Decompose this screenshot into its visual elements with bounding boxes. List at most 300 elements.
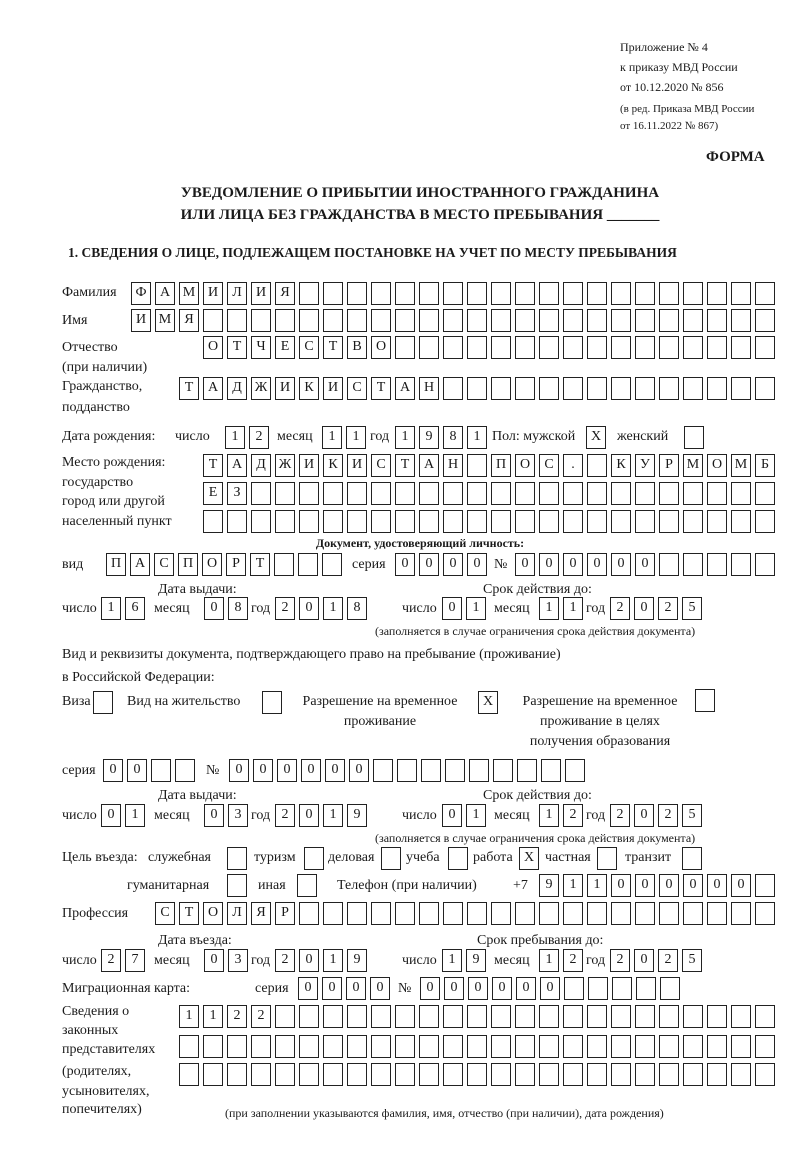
char-cell[interactable] <box>347 510 367 533</box>
char-cell[interactable]: З <box>227 482 247 505</box>
char-cell[interactable] <box>755 377 775 400</box>
char-cell[interactable] <box>587 377 607 400</box>
char-cell[interactable] <box>491 377 511 400</box>
char-cell[interactable]: А <box>419 454 439 477</box>
char-cell[interactable] <box>419 902 439 925</box>
representatives-field-row-2[interactable] <box>179 1035 775 1058</box>
char-cell[interactable] <box>347 902 367 925</box>
char-cell[interactable]: 0 <box>253 759 273 782</box>
char-cell[interactable]: 2 <box>275 804 295 827</box>
char-cell[interactable] <box>299 1005 319 1028</box>
char-cell[interactable] <box>539 282 559 305</box>
char-cell[interactable] <box>563 902 583 925</box>
char-cell[interactable]: 0 <box>299 949 319 972</box>
char-cell[interactable] <box>151 759 171 782</box>
char-cell[interactable] <box>707 282 727 305</box>
char-cell[interactable] <box>323 482 343 505</box>
char-cell[interactable]: 0 <box>298 977 318 1000</box>
char-cell[interactable]: 3 <box>228 804 248 827</box>
char-cell[interactable] <box>755 1005 775 1028</box>
char-cell[interactable]: 1 <box>539 804 559 827</box>
char-cell[interactable] <box>539 482 559 505</box>
char-cell[interactable]: 0 <box>659 874 679 897</box>
char-cell[interactable] <box>731 902 751 925</box>
char-cell[interactable] <box>467 1035 487 1058</box>
char-cell[interactable]: А <box>130 553 150 576</box>
char-cell[interactable]: И <box>299 454 319 477</box>
char-cell[interactable] <box>683 336 703 359</box>
char-cell[interactable]: 1 <box>101 597 121 620</box>
char-cell[interactable]: 0 <box>325 759 345 782</box>
migration-series-field[interactable] <box>298 977 390 1000</box>
char-cell[interactable] <box>445 759 465 782</box>
residence-number-field[interactable] <box>229 759 585 782</box>
char-cell[interactable]: 0 <box>395 553 415 576</box>
char-cell[interactable]: 2 <box>610 804 630 827</box>
char-cell[interactable] <box>539 336 559 359</box>
char-cell[interactable]: Д <box>251 454 271 477</box>
char-cell[interactable] <box>299 902 319 925</box>
char-cell[interactable] <box>323 902 343 925</box>
char-cell[interactable]: 1 <box>587 874 607 897</box>
char-cell[interactable]: 0 <box>492 977 512 1000</box>
char-cell[interactable]: 1 <box>322 426 342 449</box>
char-cell[interactable] <box>755 309 775 332</box>
char-cell[interactable] <box>587 482 607 505</box>
char-cell[interactable]: 0 <box>127 759 147 782</box>
char-cell[interactable]: 1 <box>539 597 559 620</box>
char-cell[interactable]: 8 <box>347 597 367 620</box>
char-cell[interactable] <box>515 1063 535 1086</box>
char-cell[interactable] <box>587 282 607 305</box>
char-cell[interactable] <box>659 1005 679 1028</box>
char-cell[interactable] <box>611 336 631 359</box>
char-cell[interactable]: 0 <box>444 977 464 1000</box>
entry-day-field[interactable] <box>101 949 145 972</box>
identity-kind-field[interactable] <box>106 553 342 576</box>
char-cell[interactable]: 0 <box>634 597 654 620</box>
purpose-transit-checkbox[interactable] <box>682 847 702 870</box>
char-cell[interactable]: 0 <box>101 804 121 827</box>
migration-number-field[interactable] <box>420 977 680 1000</box>
char-cell[interactable] <box>659 553 679 576</box>
char-cell[interactable]: М <box>731 454 751 477</box>
char-cell[interactable] <box>347 482 367 505</box>
char-cell[interactable] <box>251 482 271 505</box>
char-cell[interactable] <box>755 874 775 897</box>
char-cell[interactable]: 0 <box>635 553 655 576</box>
char-cell[interactable] <box>443 377 463 400</box>
checkbox-cell[interactable] <box>262 691 282 714</box>
char-cell[interactable]: 0 <box>635 874 655 897</box>
char-cell[interactable] <box>635 1005 655 1028</box>
char-cell[interactable]: 1 <box>466 804 486 827</box>
char-cell[interactable]: Т <box>250 553 270 576</box>
char-cell[interactable]: Т <box>395 454 415 477</box>
char-cell[interactable]: Я <box>275 282 295 305</box>
char-cell[interactable]: 0 <box>539 553 559 576</box>
char-cell[interactable]: 0 <box>419 553 439 576</box>
char-cell[interactable] <box>371 1035 391 1058</box>
purpose-private-checkbox[interactable] <box>597 847 617 870</box>
char-cell[interactable] <box>707 1063 727 1086</box>
char-cell[interactable] <box>347 282 367 305</box>
char-cell[interactable] <box>659 309 679 332</box>
char-cell[interactable]: Я <box>179 309 199 332</box>
char-cell[interactable]: Т <box>179 902 199 925</box>
char-cell[interactable] <box>563 282 583 305</box>
char-cell[interactable] <box>611 282 631 305</box>
char-cell[interactable]: 1 <box>323 597 343 620</box>
purpose-other-checkbox[interactable] <box>297 874 317 897</box>
char-cell[interactable] <box>588 977 608 1000</box>
char-cell[interactable] <box>443 482 463 505</box>
char-cell[interactable] <box>419 1063 439 1086</box>
char-cell[interactable] <box>421 759 441 782</box>
entry-year-field[interactable] <box>275 949 367 972</box>
char-cell[interactable] <box>251 309 271 332</box>
char-cell[interactable] <box>563 482 583 505</box>
char-cell[interactable]: М <box>155 309 175 332</box>
char-cell[interactable] <box>611 377 631 400</box>
char-cell[interactable]: И <box>323 377 343 400</box>
char-cell[interactable] <box>659 377 679 400</box>
char-cell[interactable]: Е <box>203 482 223 505</box>
char-cell[interactable] <box>491 336 511 359</box>
char-cell[interactable] <box>539 510 559 533</box>
char-cell[interactable] <box>203 510 223 533</box>
char-cell[interactable] <box>467 309 487 332</box>
char-cell[interactable] <box>635 309 655 332</box>
char-cell[interactable]: В <box>347 336 367 359</box>
checkbox-cell[interactable] <box>597 847 617 870</box>
char-cell[interactable]: 5 <box>682 949 702 972</box>
char-cell[interactable] <box>659 902 679 925</box>
char-cell[interactable] <box>373 759 393 782</box>
char-cell[interactable]: 0 <box>346 977 366 1000</box>
char-cell[interactable] <box>491 1005 511 1028</box>
char-cell[interactable]: С <box>371 454 391 477</box>
char-cell[interactable]: Н <box>419 377 439 400</box>
char-cell[interactable]: К <box>323 454 343 477</box>
char-cell[interactable] <box>612 977 632 1000</box>
char-cell[interactable]: 0 <box>322 977 342 1000</box>
char-cell[interactable] <box>515 482 535 505</box>
char-cell[interactable] <box>635 377 655 400</box>
char-cell[interactable] <box>227 309 247 332</box>
char-cell[interactable] <box>397 759 417 782</box>
char-cell[interactable] <box>731 336 751 359</box>
checkbox-cell[interactable] <box>381 847 401 870</box>
char-cell[interactable]: И <box>275 377 295 400</box>
char-cell[interactable]: 5 <box>682 597 702 620</box>
char-cell[interactable] <box>443 902 463 925</box>
stay-month-field[interactable] <box>539 949 583 972</box>
char-cell[interactable] <box>587 1035 607 1058</box>
char-cell[interactable]: 0 <box>707 874 727 897</box>
char-cell[interactable] <box>371 1063 391 1086</box>
char-cell[interactable]: 2 <box>227 1005 247 1028</box>
char-cell[interactable]: 1 <box>539 949 559 972</box>
char-cell[interactable]: 2 <box>563 949 583 972</box>
char-cell[interactable] <box>227 510 247 533</box>
char-cell[interactable]: 3 <box>228 949 248 972</box>
citizenship-field[interactable] <box>179 377 775 400</box>
char-cell[interactable] <box>515 1005 535 1028</box>
char-cell[interactable] <box>659 482 679 505</box>
char-cell[interactable] <box>469 759 489 782</box>
char-cell[interactable]: 1 <box>467 426 487 449</box>
char-cell[interactable]: 0 <box>229 759 249 782</box>
birth-day-field[interactable] <box>225 426 269 449</box>
char-cell[interactable]: Т <box>203 454 223 477</box>
char-cell[interactable] <box>683 309 703 332</box>
char-cell[interactable]: 0 <box>204 804 224 827</box>
char-cell[interactable] <box>275 482 295 505</box>
char-cell[interactable] <box>515 377 535 400</box>
char-cell[interactable] <box>731 1005 751 1028</box>
char-cell[interactable] <box>275 1035 295 1058</box>
char-cell[interactable] <box>515 282 535 305</box>
char-cell[interactable] <box>491 309 511 332</box>
char-cell[interactable] <box>659 510 679 533</box>
char-cell[interactable] <box>707 377 727 400</box>
char-cell[interactable] <box>298 553 318 576</box>
char-cell[interactable] <box>707 482 727 505</box>
char-cell[interactable]: 0 <box>634 804 654 827</box>
char-cell[interactable]: О <box>202 553 222 576</box>
char-cell[interactable]: 2 <box>275 597 295 620</box>
char-cell[interactable]: К <box>299 377 319 400</box>
char-cell[interactable] <box>251 1063 271 1086</box>
char-cell[interactable]: И <box>203 282 223 305</box>
char-cell[interactable]: О <box>203 336 223 359</box>
char-cell[interactable] <box>395 309 415 332</box>
char-cell[interactable] <box>323 1005 343 1028</box>
char-cell[interactable] <box>227 1063 247 1086</box>
residence-valid-month-field[interactable] <box>539 804 583 827</box>
char-cell[interactable]: 0 <box>731 874 751 897</box>
char-cell[interactable] <box>419 282 439 305</box>
char-cell[interactable] <box>611 309 631 332</box>
char-cell[interactable]: 8 <box>443 426 463 449</box>
char-cell[interactable]: 2 <box>101 949 121 972</box>
char-cell[interactable] <box>467 482 487 505</box>
char-cell[interactable] <box>587 1005 607 1028</box>
identity-valid-day-field[interactable] <box>442 597 486 620</box>
char-cell[interactable]: С <box>155 902 175 925</box>
char-cell[interactable]: 0 <box>277 759 297 782</box>
char-cell[interactable] <box>731 309 751 332</box>
char-cell[interactable]: . <box>563 454 583 477</box>
char-cell[interactable] <box>611 482 631 505</box>
identity-issue-month-field[interactable] <box>204 597 248 620</box>
char-cell[interactable]: Т <box>371 377 391 400</box>
char-cell[interactable] <box>683 553 703 576</box>
char-cell[interactable]: 1 <box>179 1005 199 1028</box>
char-cell[interactable] <box>227 1035 247 1058</box>
char-cell[interactable] <box>419 1005 439 1028</box>
char-cell[interactable] <box>635 336 655 359</box>
purpose-official-checkbox[interactable] <box>227 847 247 870</box>
char-cell[interactable] <box>323 309 343 332</box>
residence-series-field[interactable] <box>103 759 195 782</box>
residence-valid-year-field[interactable] <box>610 804 702 827</box>
char-cell[interactable] <box>203 309 223 332</box>
char-cell[interactable] <box>707 336 727 359</box>
char-cell[interactable]: 0 <box>442 804 462 827</box>
char-cell[interactable]: 0 <box>611 874 631 897</box>
checkbox-cell[interactable] <box>297 874 317 897</box>
char-cell[interactable] <box>731 1063 751 1086</box>
char-cell[interactable]: 0 <box>683 874 703 897</box>
char-cell[interactable]: Л <box>227 902 247 925</box>
temp-residence-checkbox[interactable] <box>478 691 498 714</box>
char-cell[interactable]: 2 <box>275 949 295 972</box>
char-cell[interactable]: 2 <box>251 1005 271 1028</box>
char-cell[interactable] <box>175 759 195 782</box>
identity-number-field[interactable] <box>515 553 775 576</box>
char-cell[interactable]: 1 <box>203 1005 223 1028</box>
checkbox-cell[interactable] <box>227 847 247 870</box>
char-cell[interactable]: У <box>635 454 655 477</box>
char-cell[interactable]: 2 <box>610 949 630 972</box>
char-cell[interactable] <box>563 336 583 359</box>
char-cell[interactable] <box>683 282 703 305</box>
char-cell[interactable] <box>683 1063 703 1086</box>
char-cell[interactable]: 2 <box>658 949 678 972</box>
identity-valid-month-field[interactable] <box>539 597 583 620</box>
char-cell[interactable] <box>491 1035 511 1058</box>
char-cell[interactable] <box>563 1063 583 1086</box>
char-cell[interactable] <box>275 309 295 332</box>
char-cell[interactable] <box>347 1005 367 1028</box>
char-cell[interactable] <box>395 336 415 359</box>
char-cell[interactable]: 0 <box>587 553 607 576</box>
char-cell[interactable]: 9 <box>347 949 367 972</box>
char-cell[interactable]: 1 <box>563 874 583 897</box>
char-cell[interactable]: Ж <box>251 377 271 400</box>
birth-month-field[interactable] <box>322 426 366 449</box>
char-cell[interactable] <box>611 902 631 925</box>
char-cell[interactable] <box>443 309 463 332</box>
char-cell[interactable] <box>395 1005 415 1028</box>
char-cell[interactable]: 1 <box>225 426 245 449</box>
char-cell[interactable]: 0 <box>103 759 123 782</box>
char-cell[interactable]: 0 <box>204 949 224 972</box>
char-cell[interactable] <box>636 977 656 1000</box>
char-cell[interactable] <box>467 902 487 925</box>
char-cell[interactable]: 0 <box>420 977 440 1000</box>
char-cell[interactable] <box>299 282 319 305</box>
char-cell[interactable] <box>275 1005 295 1028</box>
sex-male-checkbox[interactable] <box>586 426 606 449</box>
char-cell[interactable]: А <box>155 282 175 305</box>
char-cell[interactable]: 6 <box>125 597 145 620</box>
char-cell[interactable] <box>635 510 655 533</box>
char-cell[interactable] <box>395 1063 415 1086</box>
char-cell[interactable] <box>491 1063 511 1086</box>
char-cell[interactable] <box>683 1035 703 1058</box>
char-cell[interactable] <box>707 902 727 925</box>
char-cell[interactable] <box>755 510 775 533</box>
char-cell[interactable] <box>683 482 703 505</box>
char-cell[interactable] <box>443 282 463 305</box>
char-cell[interactable]: А <box>227 454 247 477</box>
char-cell[interactable]: 1 <box>563 597 583 620</box>
temp-residence-education-checkbox[interactable] <box>695 689 715 712</box>
char-cell[interactable] <box>731 482 751 505</box>
char-cell[interactable] <box>563 1035 583 1058</box>
char-cell[interactable]: 0 <box>467 553 487 576</box>
char-cell[interactable] <box>659 336 679 359</box>
char-cell[interactable] <box>299 1035 319 1058</box>
char-cell[interactable] <box>683 377 703 400</box>
residence-issue-day-field[interactable] <box>101 804 145 827</box>
char-cell[interactable] <box>467 1005 487 1028</box>
char-cell[interactable]: 0 <box>299 804 319 827</box>
char-cell[interactable]: Р <box>659 454 679 477</box>
char-cell[interactable]: Н <box>443 454 463 477</box>
char-cell[interactable] <box>587 902 607 925</box>
residence-permit-checkbox[interactable] <box>262 691 282 714</box>
char-cell[interactable]: М <box>179 282 199 305</box>
char-cell[interactable] <box>565 759 585 782</box>
char-cell[interactable] <box>755 482 775 505</box>
char-cell[interactable]: М <box>683 454 703 477</box>
char-cell[interactable]: Т <box>323 336 343 359</box>
char-cell[interactable] <box>563 377 583 400</box>
char-cell[interactable] <box>611 1063 631 1086</box>
char-cell[interactable]: Д <box>227 377 247 400</box>
identity-issue-year-field[interactable] <box>275 597 367 620</box>
char-cell[interactable]: А <box>203 377 223 400</box>
char-cell[interactable] <box>515 336 535 359</box>
char-cell[interactable] <box>731 1035 751 1058</box>
char-cell[interactable] <box>659 1063 679 1086</box>
char-cell[interactable] <box>541 759 561 782</box>
char-cell[interactable]: 1 <box>442 949 462 972</box>
char-cell[interactable] <box>563 309 583 332</box>
char-cell[interactable]: 5 <box>682 804 702 827</box>
char-cell[interactable] <box>419 309 439 332</box>
char-cell[interactable] <box>755 1035 775 1058</box>
char-cell[interactable]: 1 <box>395 426 415 449</box>
char-cell[interactable]: 0 <box>634 949 654 972</box>
char-cell[interactable]: 1 <box>125 804 145 827</box>
char-cell[interactable] <box>660 977 680 1000</box>
char-cell[interactable]: 1 <box>323 804 343 827</box>
char-cell[interactable]: Л <box>227 282 247 305</box>
char-cell[interactable]: 0 <box>540 977 560 1000</box>
char-cell[interactable]: 9 <box>419 426 439 449</box>
birthplace-field-row-2[interactable] <box>203 482 775 505</box>
char-cell[interactable] <box>731 377 751 400</box>
char-cell[interactable] <box>683 902 703 925</box>
char-cell[interactable] <box>443 1063 463 1086</box>
char-cell[interactable] <box>371 282 391 305</box>
char-cell[interactable] <box>467 454 487 477</box>
char-cell[interactable]: 1 <box>323 949 343 972</box>
char-cell[interactable] <box>635 1063 655 1086</box>
char-cell[interactable] <box>467 377 487 400</box>
char-cell[interactable] <box>635 902 655 925</box>
char-cell[interactable]: С <box>539 454 559 477</box>
char-cell[interactable]: 0 <box>515 553 535 576</box>
char-cell[interactable] <box>323 510 343 533</box>
visa-checkbox[interactable] <box>93 691 113 714</box>
char-cell[interactable]: 0 <box>370 977 390 1000</box>
